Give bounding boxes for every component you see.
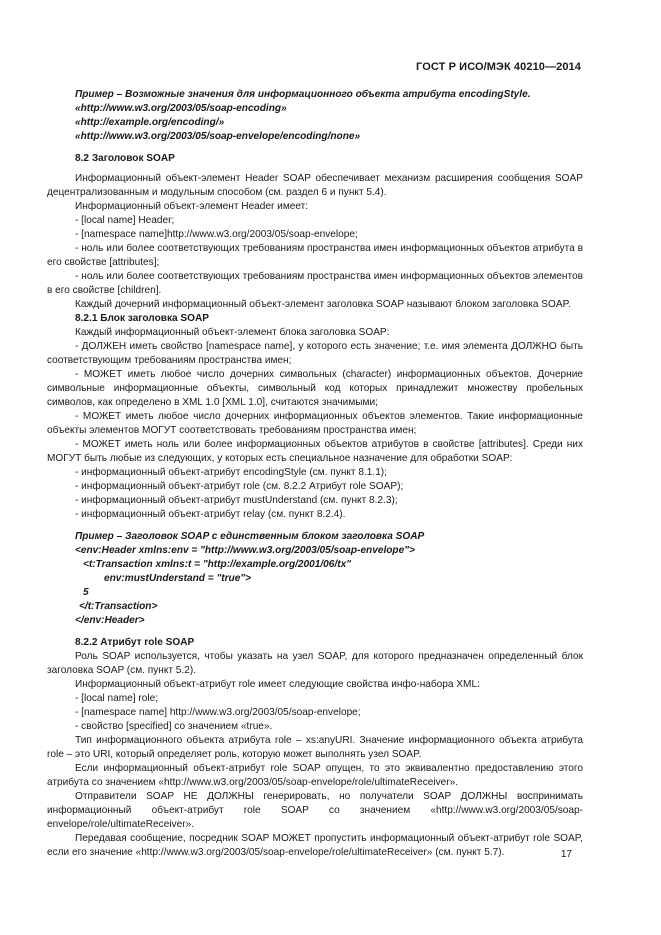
page-number: 17 bbox=[560, 849, 572, 860]
list-item: - ноль или более соответствующих требованиям пространства имен информационных объектов элементов в его свойстве [children]. bbox=[47, 271, 583, 296]
list-item: - МОЖЕТ иметь ноль или более информационных объектов атрибутов в свойстве [attributes]. Среди них МОГУТ быть любые из следующих, у которых есть специальное назначение для обработки SOAP: bbox=[47, 439, 583, 464]
example-title: Пример – Возможные значения для информационного объекта атрибута encodingStyle. bbox=[75, 89, 531, 100]
list-item: - [namespace name] http://www.w3.org/2003/05/soap-envelope; bbox=[75, 707, 361, 718]
section-heading-8-2-2: 8.2.2 Атрибут role SOAP bbox=[75, 637, 195, 648]
sublist-item: - информационный объект-атрибут relay (см. пункт 8.2.4). bbox=[75, 509, 346, 520]
code-line: env:mustUnderstand = "true"> bbox=[104, 573, 251, 584]
sublist-item: - информационный объект-атрибут mustUnderstand (см. пункт 8.2.3); bbox=[75, 495, 398, 506]
code-line: </env:Header> bbox=[75, 615, 145, 626]
list-item: - МОЖЕТ иметь любое число дочерних информационных объектов элементов. Такие информационные объекты элементов МОГУТ соответствовать требованиям пространства имен; bbox=[47, 411, 583, 436]
list-item: - ДОЛЖЕН иметь свойство [namespace name], у которого есть значение; т.е. имя элемента ДОЛЖНО быть соответствующим требованиям пространства имен; bbox=[47, 341, 583, 366]
paragraph: Отправители SOAP НЕ ДОЛЖНЫ генерировать, но получатели SOAP ДОЛЖНЫ воспринимать информационный объект-атрибут role SOAP со значением «http://www.w3.org/2003/05/soap-envelope/role/ultimateReceiver». bbox=[47, 791, 583, 830]
page-body bbox=[47, 88, 583, 860]
section-heading-8-2-1: 8.2.1 Блок заголовка SOAP bbox=[75, 313, 210, 324]
list-item: - [namespace name]http://www.w3.org/2003/05/soap-envelope; bbox=[75, 229, 358, 240]
list-item: - ноль или более соответствующих требованиям пространства имен информационных объектов атрибута в его свойстве [attributes]; bbox=[47, 243, 583, 268]
paragraph: Роль SOAP используется, чтобы указать на узел SOAP, для которого предназначен определенный блок заголовка SOAP (см. пункт 5.2). bbox=[47, 651, 583, 676]
code-line: <env:Header xmlns:env = "http://www.w3.org/2003/05/soap-envelope"> bbox=[75, 545, 415, 556]
code-line: 5 bbox=[83, 587, 89, 598]
example-line: «http://www.w3.org/2003/05/soap-envelope/encoding/none» bbox=[75, 131, 361, 142]
paragraph: Передавая сообщение, посредник SOAP МОЖЕТ пропустить информационный объект-атрибут role SOAP, если его значение «http://www.w3.org/2003/05/soap-envelope/role/ultimateReceiver» (см. пункт 5.7). bbox=[47, 833, 583, 858]
sublist-item: - информационный объект-атрибут encodingStyle (см. пункт 8.1.1); bbox=[75, 467, 387, 478]
paragraph: Тип информационного объекта атрибута role – xs:anyURI. Значение информационного объекта атрибута role – это URI, который определяет роль, которую может выполнять узел SOAP. bbox=[47, 735, 583, 760]
section-heading-8-2: 8.2 Заголовок SOAP bbox=[75, 153, 175, 164]
paragraph: Каждый информационный объект-элемент блока заголовка SOAP: bbox=[75, 327, 390, 338]
code-line: </t:Transaction> bbox=[79, 601, 158, 612]
code-line: <t:Transaction xmlns:t = "http://example.org/2001/06/tx" bbox=[83, 559, 351, 570]
standard-header: ГОСТ Р ИСО/МЭК 40210—2014 bbox=[416, 61, 581, 73]
paragraph: Информационный объект-элемент Header SOAP обеспечивает механизм расширения сообщения SOAP децентрализованным и модульным способом (см. раздел 6 и пункт 5.4). bbox=[47, 173, 583, 198]
example-line: «http://www.w3.org/2003/05/soap-encoding» bbox=[75, 103, 287, 114]
example-title: Пример – Заголовок SOAP с единственным блоком заголовка SOAP bbox=[75, 531, 425, 542]
paragraph: Информационный объект-элемент Header имеет: bbox=[75, 201, 309, 212]
list-item: - [local name] role; bbox=[75, 693, 159, 704]
paragraph: Если информационный объект-атрибут role SOAP опущен, то это эквивалентно предоставлению этого атрибута со значением «http://www.w3.org/2003/05/soap-envelope/role/ultimateReceiver». bbox=[47, 763, 583, 788]
list-item: - МОЖЕТ иметь любое число дочерних символьных (character) информационных объектов. Дочерние символьные информационные объекты, символьный код которых принадлежит множеству пробельных символов, как определено в XML 1.0 [XML 1.0], считаются значимыми; bbox=[47, 369, 583, 408]
list-item: - свойство [specified] со значением «true». bbox=[75, 721, 273, 732]
example-line: «http://example.org/encoding/» bbox=[75, 117, 225, 128]
paragraph: Информационный объект-атрибут role имеет следующие свойства инфо-набора XML: bbox=[75, 679, 480, 690]
sublist-item: - информационный объект-атрибут role (см. 8.2.2 Атрибут role SOAP); bbox=[75, 481, 404, 492]
list-item: - [local name] Header; bbox=[75, 215, 175, 226]
paragraph: Каждый дочерний информационный объект-элемент заголовка SOAP называют блоком заголовка SOAP. bbox=[75, 299, 571, 310]
